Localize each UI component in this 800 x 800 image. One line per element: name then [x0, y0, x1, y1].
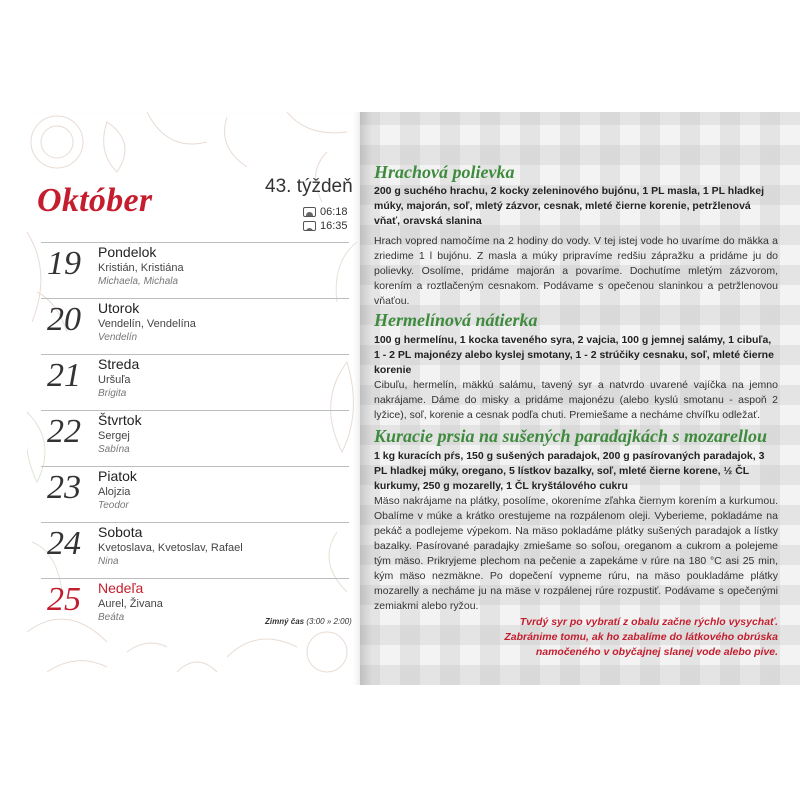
- calendar-spread: [27, 112, 800, 685]
- recipe-instructions: Cibuľu, hermelín, mäkkú salámu, tavený syr a natvrdo uvarené vajíčka na jemno nakrájame. Dáme do misky a pridáme majonézu (alebo kyslú smotanu - aspoň 2 lyžice), soľ, korenie a cesnak podľa chuti. Premiešame a necháme chvíľku odležať.: [374, 379, 778, 421]
- day-name: Nedeľa: [98, 580, 144, 596]
- day-number: 22: [47, 413, 81, 450]
- day-row-monday: [41, 242, 349, 296]
- day-separator: [41, 466, 349, 467]
- day-number: 20: [47, 301, 81, 338]
- day-separator: [41, 410, 349, 411]
- tip-line: Zabránime tomu, ak ho zabalíme do látkového obrúska: [504, 631, 778, 643]
- day-number: 21: [47, 357, 81, 394]
- slovak-name-day: Brigita: [98, 388, 127, 399]
- recipe-instructions: Hrach vopred namočíme na 2 hodiny do vody. V tej istej vode ho uvaríme do mäkka a zriedime 1 l bujónu. Z masla a múky pripravíme redšiu zápražku a pridáme ju do polievky. Osolíme, pridáme majorán a povaríme. Dochutíme mletým zázvorom, korením a roztlačeným cesnakom. Podávame s opečenou slaninkou a petržlenovou vňaťou.: [374, 235, 778, 307]
- name-day-names: Sergej: [98, 430, 130, 442]
- day-row-wednesday: [41, 354, 349, 408]
- day-name: Streda: [98, 356, 140, 372]
- month-title: Október: [37, 182, 153, 219]
- slovak-name-day: Vendelín: [98, 332, 138, 343]
- day-number: 23: [47, 469, 81, 506]
- week-number: 43. týždeň: [265, 176, 353, 197]
- recipe-instructions: Mäso nakrájame na plátky, posolíme, okoreníme zľahka čiernym korením a kurkumou. Obalíme v múke a krátko orestujeme na rozpálenom oleji. Vyberieme, pokladáme na pekáč a podlejeme výpekom. Na mäso pokladáme plátky sušených paradajok a lístky bazalky. Pasírované paradajky zmiešame so soľou, oreganom a cukrom a polejeme tým mäso. Prikryjeme plechom na pečenie a zapekáme v rúre na 180 °C asi 25 min, kým mäso nezmäkne. Po dopečení vypneme rúru, na mäso poukladáme plátky mozarelly a necháme ju na mäse v rozpálenej rúre rozpustiť. Podávame s opečenými zemiakmi alebo ryžou.: [374, 495, 778, 612]
- day-row-tuesday: [41, 298, 349, 352]
- calendar-page: [27, 112, 360, 685]
- winter-time-note: [265, 617, 352, 626]
- tip-line: namočeného v obyčajnej slanej vode alebo pive.: [535, 646, 778, 658]
- sunset-icon: [303, 221, 316, 231]
- day-separator: [41, 522, 349, 523]
- winter-time-change: (3:00 » 2:00): [306, 617, 352, 626]
- sunset-time: 16:35: [303, 220, 348, 232]
- slovak-name-day: Nina: [98, 556, 119, 567]
- recipe-title: Hermelínová nátierka: [374, 310, 538, 330]
- name-day-names: Kristián, Kristiána: [98, 262, 184, 274]
- day-row-friday: [41, 466, 349, 520]
- recipe-ingredients: 200 g suchého hrachu, 2 kocky zeleninového bujónu, 1 PL masla, 1 PL hladkej múky, majorán, soľ, mletý zázvor, cesnak, mleté čierne korenie, petržlenová vňať, oravská slanina: [374, 185, 764, 227]
- slovak-name-day: Beáta: [98, 612, 125, 623]
- sunrise-time: 06:18: [303, 206, 348, 218]
- slovak-name-day: Michaela, Michala: [98, 276, 179, 287]
- winter-time-label: Zimný čas: [265, 617, 305, 626]
- recipe-page: [360, 112, 800, 685]
- recipe-title: Hrachová polievka: [374, 162, 515, 182]
- name-day-names: Vendelín, Vendelína: [98, 318, 196, 330]
- tip-text: [374, 615, 778, 660]
- day-name: Pondelok: [98, 244, 157, 260]
- day-separator: [41, 354, 349, 355]
- day-number: 24: [47, 525, 81, 562]
- day-separator: [41, 298, 349, 299]
- day-number: 19: [47, 245, 81, 282]
- slovak-name-day: Teodor: [98, 500, 129, 511]
- name-day-names: Uršuľa: [98, 374, 131, 386]
- recipe-title: Kuracie prsia na sušených paradajkách s mozarellou: [374, 426, 768, 446]
- day-row-thursday: [41, 410, 349, 464]
- day-separator: [41, 578, 349, 579]
- name-day-names: Kvetoslava, Kvetoslav, Rafael: [98, 542, 243, 554]
- day-number: 25: [47, 581, 81, 618]
- day-separator: [41, 242, 349, 243]
- recipe-ingredients: 1 kg kuracích pŕs, 150 g sušených paradajok, 200 g pasírovaných paradajok, 3 PL hladkej múky, oregano, 5 lístkov bazalky, soľ, mleté čierne korene, ½ ČL kurkumy, 250 g mozarelly, 1 ČL kryštálového cukru: [374, 450, 765, 492]
- slovak-name-day: Sabína: [98, 444, 130, 455]
- name-day-names: Aurel, Živana: [98, 598, 163, 610]
- day-name: Sobota: [98, 524, 143, 540]
- day-name: Piatok: [98, 468, 137, 484]
- tip-line: Tvrdý syr po vybratí z obalu začne rýchlo vysychať.: [519, 616, 778, 628]
- day-name: Štvrtok: [98, 412, 142, 428]
- name-day-names: Alojzia: [98, 486, 131, 498]
- day-row-saturday: [41, 522, 349, 576]
- day-name: Utorok: [98, 300, 140, 316]
- recipe-ingredients: 100 g hermelínu, 1 kocka taveného syra, 2 vajcia, 100 g jemnej salámy, 1 cibuľa, 1 - 2 PL majonézy alebo kyslej smotany, 1 - 2 strúčiky cesnaku, soľ, mleté čierne korenie: [374, 334, 774, 376]
- sunrise-icon: [303, 207, 316, 217]
